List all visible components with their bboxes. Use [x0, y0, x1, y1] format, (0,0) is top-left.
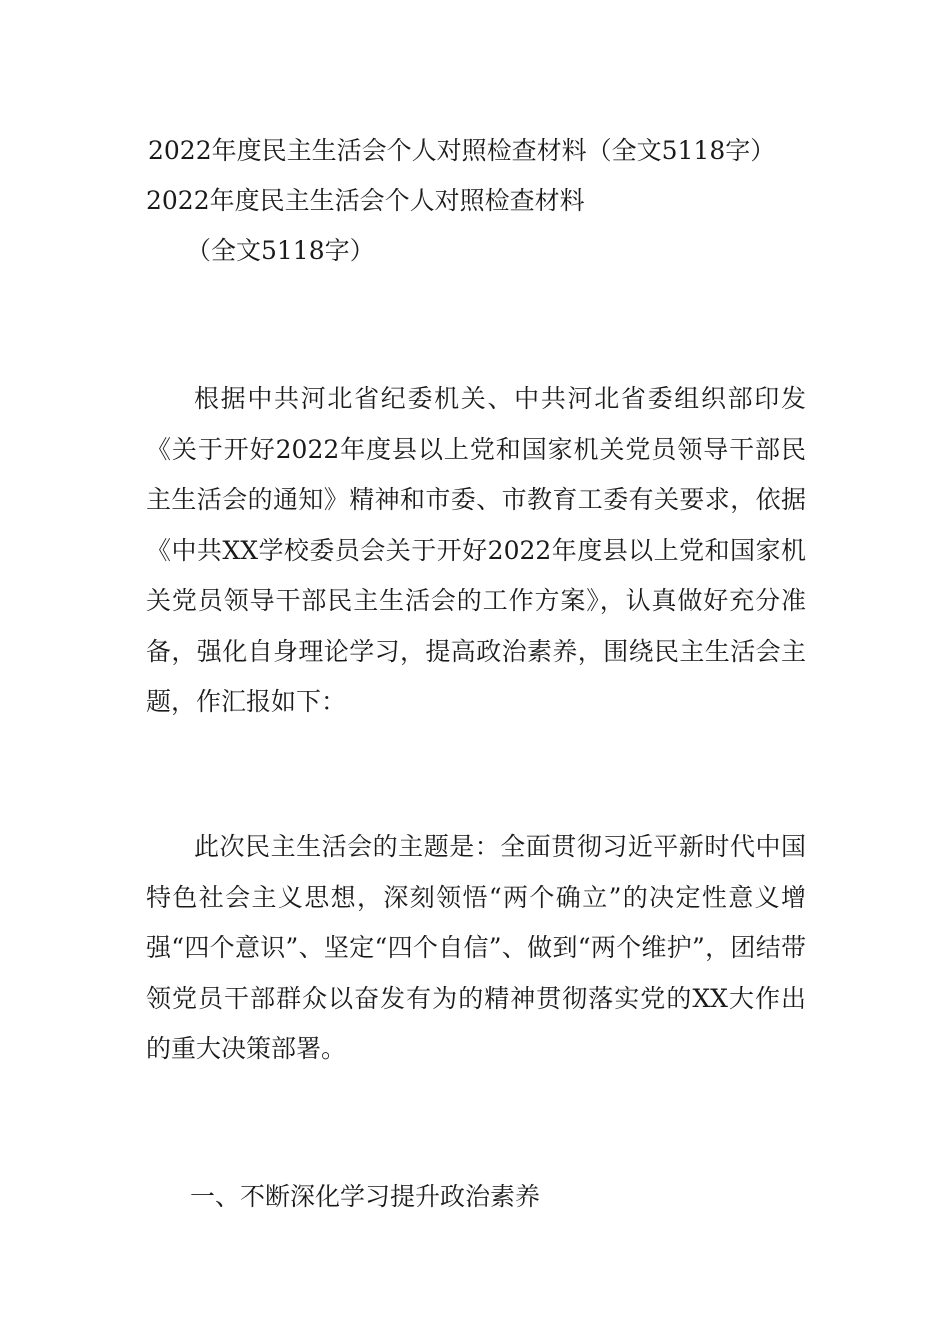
title-line-2: 2022年度民主生活会个人对照检查材料	[146, 186, 585, 215]
body-paragraph-2: 此次民主生活会的主题是：全面贯彻习近平新时代中国特色社会主义思想，深刻领悟“两个确立”的决定性意义增强“四个意识”、坚定“四个自信”、做到“两个维护”，团结带领党员干部群众以奋发有为的精神贯彻落实党的XX大作出的重大决策部署。	[146, 832, 806, 1063]
title-line-1: 2022年度民主生活会个人对照检查材料（全文5118字）	[148, 136, 776, 165]
section-heading-1: 一、不断深化学习提升政治素养	[190, 1182, 541, 1211]
title-line-3: （全文5118字）	[186, 236, 375, 265]
body-paragraph-1: 根据中共河北省纪委机关、中共河北省委组织部印发《关于开好2022年度县以上党和国家机关党员领导干部民主生活会的通知》精神和市委、市教育工委有关要求，依据《中共XX学校委员会关于开好2022年度县以上党和国家机关党员领导干部民主生活会的工作方案》，认真做好充分准备，强化自身理论学习，提高政治素养，围绕民主生活会主题，作汇报如下：	[146, 384, 806, 716]
